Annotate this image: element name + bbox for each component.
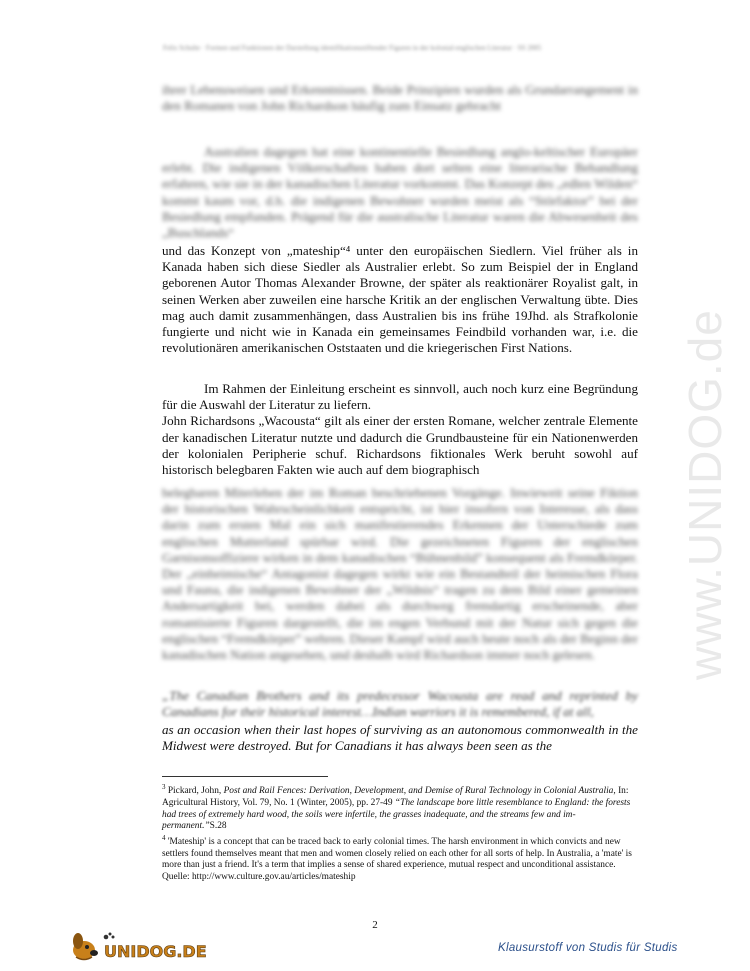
footnote-3-quote: “The landscape bore little resemblance to England: the forests had trees of extremely hard wood, the soils were infertile, the grasses inadequate, and the streams few and im-permanent.” xyxy=(162,797,631,832)
blurred-paragraph-lower: belegbaren Miterleben der im Roman beschriebenen Vorgänge. Inwieweit seine Fiktion der historischen Wahrscheinlichkeit entspricht, ist hier insofern von Interesse, als dass darin zum ersten Mal ein sich manifestierendes Erkennen der Unterschiede zum englischen Mutterland spürbar wird. Die gezeichneten Figuren der englischen Garnisonsoffiziere wirken in dem kanadischen “Bühnenbild” konsequent als Fremdkörper. Der „einheimische“ Antagonist dagegen wirkt wie ein Bestandteil der heimischen Flora und Fauna, die indigenen Bewohner der „Wildnis“ tragen zu dem Bild einer gemeinen Andersartigkeit bei, werden dabei als durchweg fremdartig erscheinende, aber romantisierte Figuren dargestellt, die im engen Verbund mit der Natur sich gegen die englischen “Fremdkörper” wehren. Dieser Kampf wird auch heute noch als der Beginn der kanadischen Nation angesehen, und deshalb wird Richardson immer noch gelesen. xyxy=(162,485,638,663)
footnote-4-marker: 4 xyxy=(162,833,166,842)
logo-wordmark: UNIDOG.DE xyxy=(104,942,207,961)
footnote-3-source: , In: Agricultural History, Vol. 79, No. 1 (Winter, 2005), pp. 27-49 xyxy=(162,786,629,808)
running-head: Felix Schulte · Formen und Funktionen der Darstellung identifikationsstiftender Figuren in der kolonial-englischen Literatur · SS 2005 xyxy=(163,44,542,52)
footnote-4-text: 'Mateship' is a concept that can be traced back to early colonial times. The harsh environment in which convicts and new settlers found themselves meant that men and women closely relied on each other for all sorts of help. In Australia, a 'mate' is more than just a friend. It's a term that implies a sense of shared experience, mutual respect and unconditional assistance. Quelle: http://www.culture.gov.au/articles/mateship xyxy=(162,837,632,883)
paragraph-wacousta: John Richardsons „Wacousta“ gilt als einer der ersten Romane, welcher zentrale Elemente der kanadischen Literatur nutzte und dadurch die Grundbausteine für ein Nationenwerden der kolonialen Peripherie schuf. Richardsons fiktionales Werk beruht sowohl auf historisch belegbaren Fakten wie auch auf dem biographisch xyxy=(162,413,638,478)
blurred-quote: „The Canadian Brothers and its predecessor Wacousta are read and reprinted by Canadians for their historical interest…Indian warriors it is remembered, if at all, xyxy=(162,688,638,720)
footnotes xyxy=(162,782,636,884)
footnote-3-page: S.28 xyxy=(209,821,227,832)
footnote-4 xyxy=(162,833,636,884)
quote-clear: as an occasion when their last hopes of surviving as an autonomous commonwealth in the Midwest were destroyed. But for Canadians it has always been seen as the xyxy=(162,722,638,754)
footnote-3-marker: 3 xyxy=(162,783,166,791)
footnote-3 xyxy=(162,782,636,833)
footer-tagline: Klausurstoff von Studis für Studis xyxy=(498,942,678,954)
paragraph-intro-sentence: Im Rahmen der Einleitung erscheint es sinnvoll, auch noch kurz eine Begründung für die Auswahl der Literatur zu liefern. xyxy=(162,381,638,413)
footnote-3-author: Pickard, John, xyxy=(165,786,224,797)
paragraph-mateship: und das Konzept von „mateship“⁴ unter den europäischen Siedlern. Viel früher als in Kanada haben sich diese Siedler als Australier erlebt. So zum Beispiel der in England geborenen Autor Thomas Alexander Browne, der später als reaktionärer Royalist galt, in seinen Werken aber zuweilen eine harsche Kritik an der englischen Verwaltung übte. Dies mag auch damit zusammenhängen, dass Australien bis ins frühe 19Jhd. als Strafkolonie fungierte und nicht wie in Kanada ein gemeinsames Feindbild vorhanden war, i.e. die revolutionären amerikanischen Oststaaten und die kriegerischen First Nations. xyxy=(162,243,638,356)
watermark: www.UNIDOG.de xyxy=(679,309,731,680)
footnote-3-title: Post and Rail Fences: Derivation, Development, and Demise of Rural Technology in Colonial Australia xyxy=(223,786,614,797)
paragraph-literature-choice xyxy=(162,381,638,478)
unidog-logo[interactable] xyxy=(66,928,236,964)
page-number: 2 xyxy=(372,919,378,931)
footnote-rule xyxy=(162,776,328,777)
dog-icon xyxy=(73,933,98,960)
blurred-paragraph-top: ihrer Lebensweisen und Erkenntnissen. Beide Prinzipien wurden als Grundarrangement in den Romanen von John Richardson häufig zum Einsatz gebracht xyxy=(162,82,638,114)
paw-icon xyxy=(104,933,115,940)
blurred-paragraph-australia: Australien dagegen hat eine kontinentielle Besiedlung anglo-keltischer Europäer erlebt. Die indigenen Völkerschaften haben dort selten eine literarische Behandlung erfahren, wie sie in der kanadischen Literatur vorkommt. Das Konzept des „edlen Wilden“ kommt kaum vor, d.h. die indigenen Bewohner wurden meist als “Störfaktor” bei der Besiedlung empfunden. Prägend für die australische Literatur waren die Abwesenheit des „Buschlands“ xyxy=(162,144,638,241)
